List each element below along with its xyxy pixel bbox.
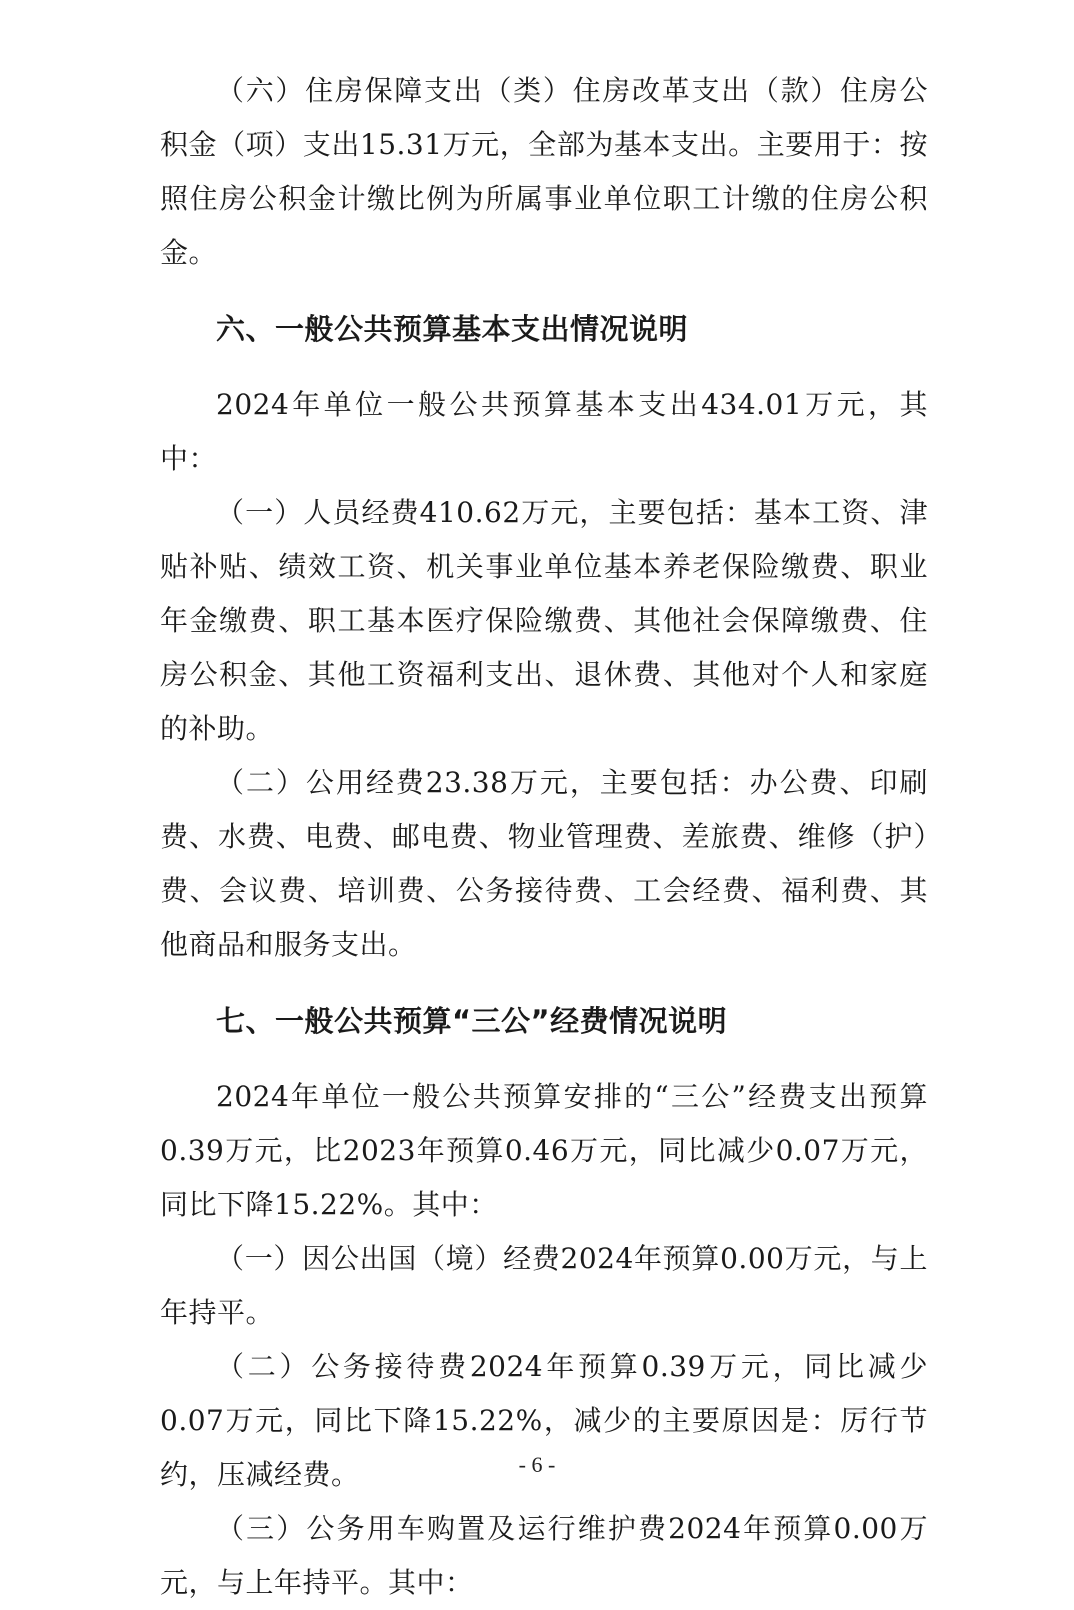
section-heading-three-public: 七、一般公共预算“三公”经费情况说明: [216, 1004, 728, 1038]
paragraph-three-public-total: 2024年单位一般公共预算安排的“三公”经费支出预算0.39万元，比2023年预算0.46万元，同比减少0.07万元，同比下降15.22%。其中：: [160, 1080, 928, 1221]
paragraph-vehicle-expenses: （三）公务用车购置及运行维护费2024年预算0.00万元，与上年持平。其中：: [160, 1512, 928, 1599]
paragraph-public-expenses: （二）公用经费23.38万元，主要包括：办公费、印刷费、水费、电费、邮电费、物业管理费、差旅费、维修（护）费、会议费、培训费、公务接待费、工会经费、福利费、其他商品和服务支出。: [160, 766, 928, 961]
page-number: - 6 -: [518, 1452, 556, 1477]
paragraph-overseas-expenses: （一）因公出国（境）经费2024年预算0.00万元，与上年持平。: [160, 1242, 928, 1329]
document-page: [160, 64, 928, 1610]
paragraph-basic-expenditure-total: 2024年单位一般公共预算基本支出434.01万元，其中：: [160, 388, 928, 475]
section-heading-basic-expenditure: 六、一般公共预算基本支出情况说明: [216, 312, 689, 346]
paragraph-personnel-expenses: （一）人员经费410.62万元，主要包括：基本工资、津贴补贴、绩效工资、机关事业单位基本养老保险缴费、职业年金缴费、职工基本医疗保险缴费、其他社会保障缴费、住房公积金、其他工资福利支出、退休费、其他对个人和家庭的补助。: [160, 496, 928, 745]
paragraph-reception-expenses: （二）公务接待费2024年预算0.39万元，同比减少0.07万元，同比下降15.22%，减少的主要原因是：厉行节约，压减经费。: [160, 1350, 928, 1491]
paragraph-housing-fund: （六）住房保障支出（类）住房改革支出（款）住房公积金（项）支出15.31万元，全部为基本支出。主要用于：按照住房公积金计缴比例为所属事业单位职工计缴的住房公积金。: [160, 74, 928, 269]
